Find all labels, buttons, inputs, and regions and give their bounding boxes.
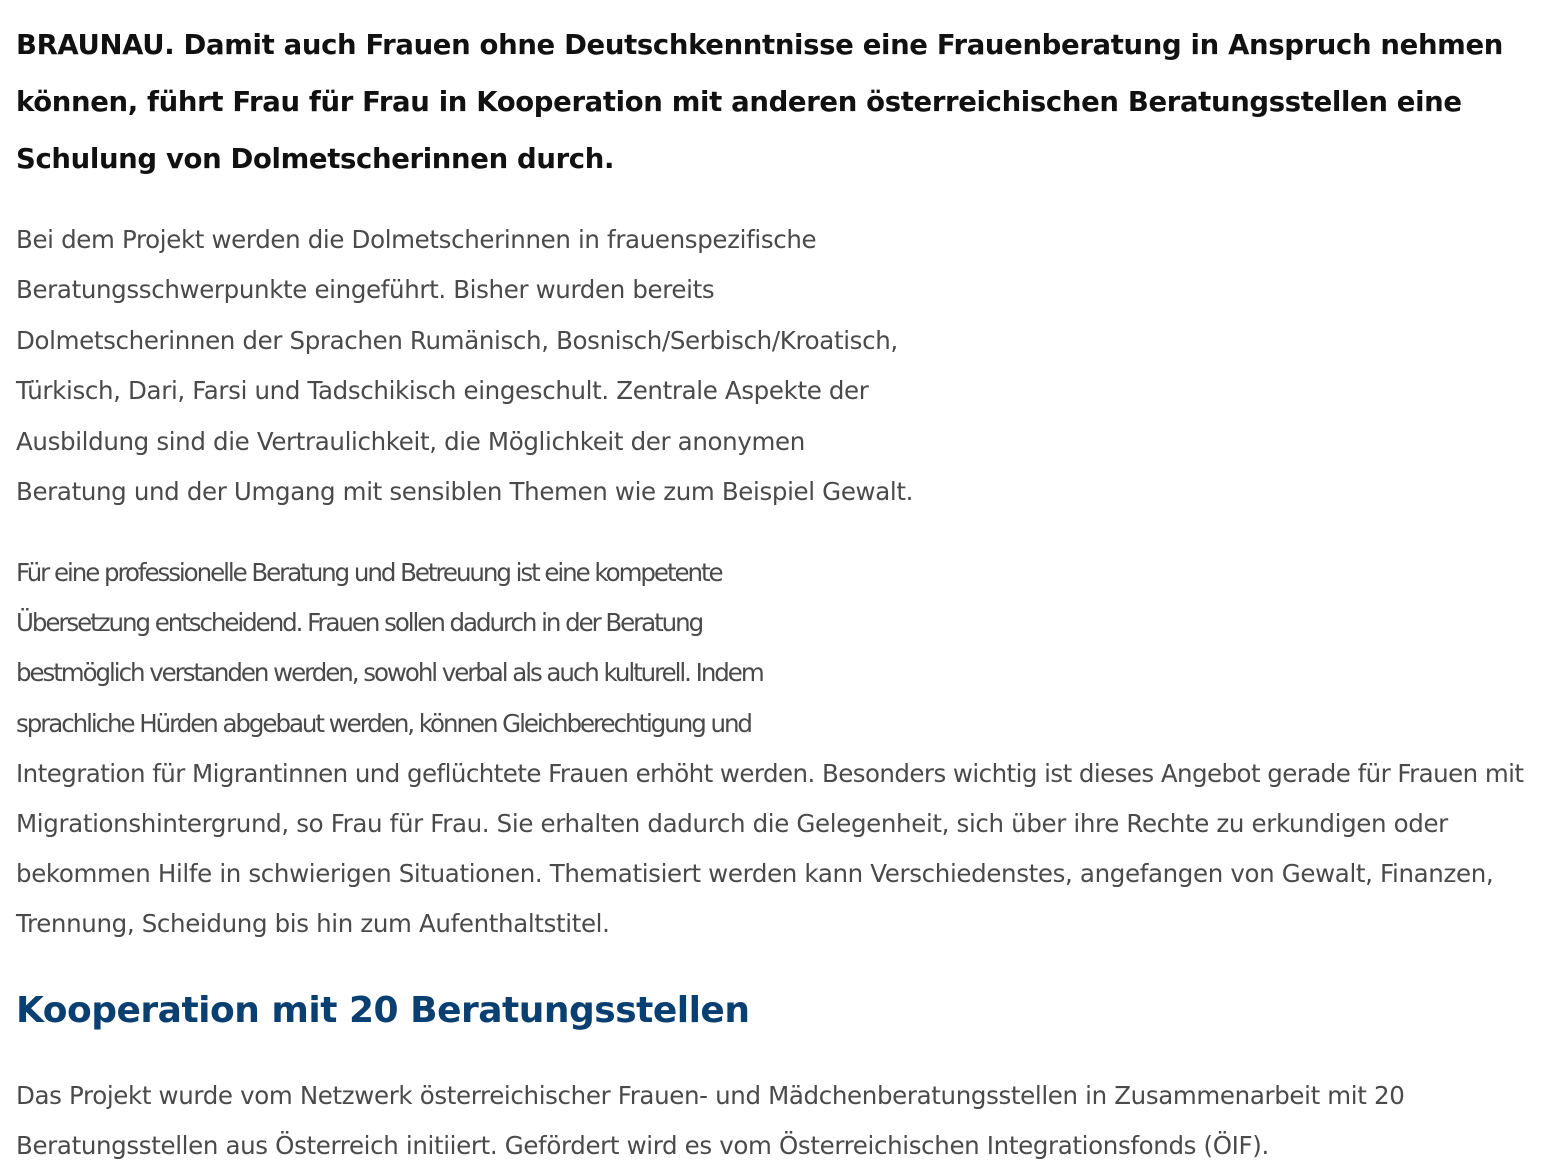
paragraph-line: Ausbildung sind die Vertraulichkeit, die Möglichkeit der anonymen [16, 426, 805, 456]
paragraph-line: Beratung und der Umgang mit sensiblen Themen wie zum Beispiel Gewalt. [16, 477, 914, 507]
paragraph-line: Integration für Migrantinnen und geflüchtete Frauen erhöht werden. Besonders wichtig ist dieses Angebot gerade für Frauen mit [16, 758, 1524, 788]
paragraph-line: Migrationshintergrund, so Frau für Frau. Sie erhalten dadurch die Gelegenheit, sich über ihre Rechte zu erkundigen oder [16, 809, 1448, 839]
paragraph-line: bekommen Hilfe in schwierigen Situationen. Thematisiert werden kann Verschiedenstes, angefangen von Gewalt, Finanzen, [16, 859, 1494, 889]
article-lead: BRAUNAU. Damit auch Frauen ohne Deutschkenntnisse eine Frauenberatung in Anspruch nehmen können, führt Frau für Frau in Kooperation mit anderen österreichischen Beratungsstellen eine Schulung von Dolmetscherinnen durch. [16, 29, 1504, 175]
paragraph-line: Bei dem Projekt werden die Dolmetscherinnen in frauenspezifische [16, 225, 817, 254]
paragraph-line: Für eine professionelle Beratung und Betreuung ist eine kompetente [16, 558, 722, 587]
article-paragraph-1 [16, 215, 913, 517]
paragraph-line: sprachliche Hürden abgebaut werden, können Gleichberechtigung und [16, 708, 751, 738]
paragraph-line: Dolmetscherinnen der Sprachen Rumänisch, Bosnisch/Serbisch/Kroatisch, [16, 325, 898, 355]
article-paragraph-3 [16, 1071, 1404, 1171]
article-paragraph-2 [16, 548, 1523, 950]
paragraph-line: Türkisch, Dari, Farsi und Tadschikisch eingeschult. Zentrale Aspekte der [16, 376, 869, 406]
paragraph-line: Trennung, Scheidung bis hin zum Aufenthaltstitel. [16, 909, 610, 939]
paragraph-line: Beratungsschwerpunkte eingeführt. Bisher wurden bereits [16, 275, 715, 305]
paragraph-line: bestmöglich verstanden werden, sowohl verbal als auch kulturell. Indem [16, 658, 763, 688]
paragraph-line: Beratungsstellen aus Österreich initiiert. Gefördert wird es vom Österreichischen Integrationsfonds (ÖIF). [16, 1131, 1269, 1160]
section-heading: Kooperation mit 20 Beratungsstellen [16, 990, 750, 1031]
paragraph-line: Übersetzung entscheidend. Frauen sollen dadurch in der Beratung [16, 608, 703, 638]
paragraph-line: Das Projekt wurde vom Netzwerk österreichischer Frauen- und Mädchenberatungsstellen in Zusammenarbeit mit 20 [16, 1081, 1405, 1110]
